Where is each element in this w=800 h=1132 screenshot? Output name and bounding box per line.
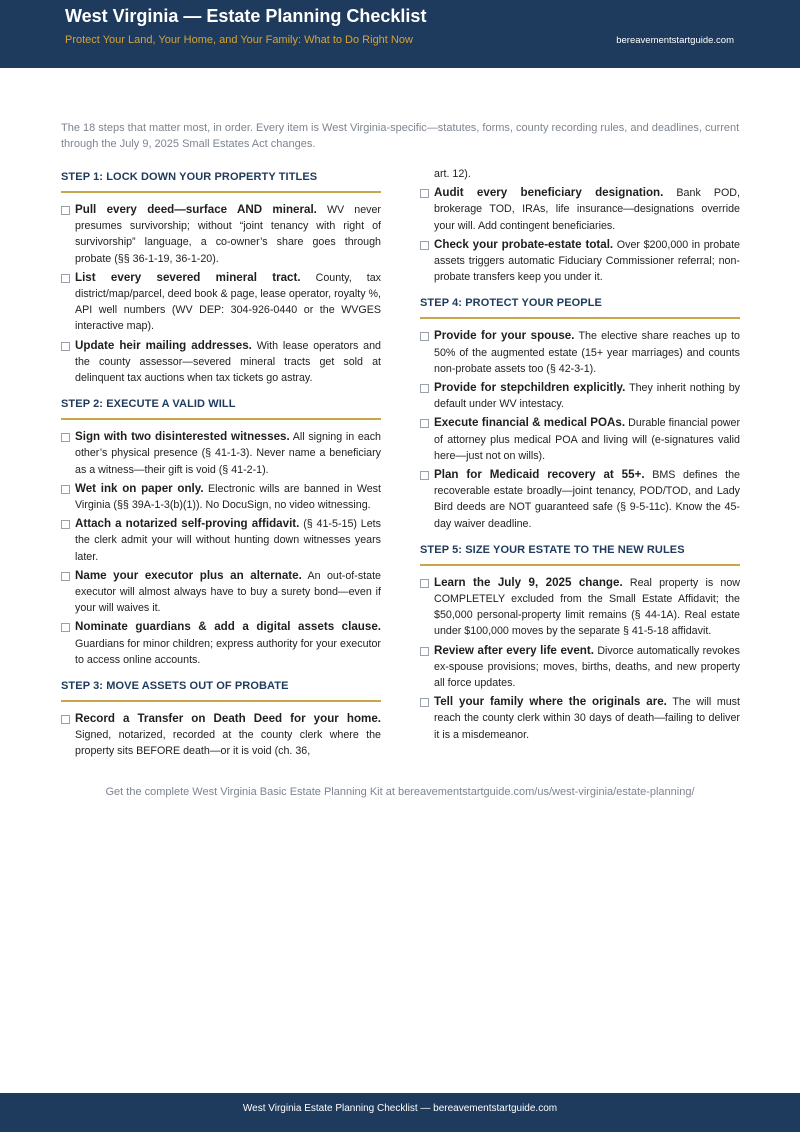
- item-lead: Learn the July 9, 2025 change.: [434, 575, 623, 589]
- header-banner: [0, 0, 800, 68]
- item-body: Real property is now COMPLETELY excluded from the Small Estate Affidavit; the $50,000 personal-property limit remains (§ 44-1A). Real estate under $100,000 moves by the separate § 41-5-18 affidavit.: [434, 576, 740, 638]
- item-lead: Provide for your spouse.: [434, 329, 575, 343]
- item-lead: Record a Transfer on Death Deed for your home.: [75, 712, 381, 726]
- page-title: West Virginia — Estate Planning Checklist: [65, 6, 427, 26]
- checkbox-icon[interactable]: [420, 579, 429, 588]
- checkbox-icon[interactable]: [61, 433, 70, 442]
- left-column: [61, 168, 381, 763]
- step-2-heading: STEP 2: EXECUTE A VALID WILL: [61, 398, 381, 420]
- item-lead: Provide for stepchildren explicitly.: [434, 381, 626, 395]
- item-lead: Wet ink on paper only.: [75, 481, 204, 495]
- item-body: WV never presumes survivorship; without “joint tenancy with right of survivorship” language, a co-owner’s share goes through probate (§§ 36-1-19, 36-1-20).: [75, 204, 381, 265]
- checkbox-icon[interactable]: [420, 241, 429, 250]
- step-4-heading: STEP 4: PROTECT YOUR PEOPLE: [420, 297, 740, 319]
- item-lead: Name your executor plus an alternate.: [75, 568, 302, 582]
- item-body: (§ 41-5-15) Lets the clerk admit your will without hunting down witnesses years later.: [75, 518, 381, 563]
- item-lead: Attach a notarized self-proving affidavit.: [75, 517, 300, 531]
- checkbox-icon[interactable]: [420, 471, 429, 480]
- checklist-item[interactable]: [420, 237, 740, 286]
- checklist-item[interactable]: [61, 711, 381, 760]
- checkbox-icon[interactable]: [61, 274, 70, 283]
- item-body: Electronic wills are banned in West Virginia (§§ 39A-1-3(b)(1)). No DocuSign, no video witnessing.: [75, 482, 381, 512]
- item-lead: Update heir mailing addresses.: [75, 338, 252, 352]
- item-lead: Audit every beneficiary designation.: [434, 186, 664, 200]
- item-body: BMS defines the recoverable estate broadly—joint tenancy, POD/TOD, and Lady Bird deeds are NOT guaranteed safe (§ 9-5-11c). Know the 45-day waiver deadline.: [434, 469, 740, 530]
- checklist-item[interactable]: [420, 694, 740, 743]
- item-body: Guardians for minor children; express authority for your executor to access online accounts.: [75, 637, 381, 666]
- checklist-item[interactable]: [420, 575, 740, 640]
- checklist-item[interactable]: [420, 643, 740, 692]
- checklist-item[interactable]: [61, 568, 381, 617]
- item-lead: Review after every life event.: [434, 643, 594, 657]
- intro-text: The 18 steps that matter most, in order. Every item is West Virginia-specific—statutes, forms, county recording rules, and deadlines, current through the July 9, 2025 Small Estates Act changes.: [61, 122, 740, 150]
- checkbox-icon[interactable]: [61, 342, 70, 351]
- item-body-continued: art. 12).: [434, 168, 471, 180]
- footer-banner: [0, 1093, 800, 1132]
- item-body: With lease operators and the county assessor—severed mineral tracts get sold at delinquent tax auctions when tax tickets go astray.: [75, 339, 381, 385]
- item-lead: Check your probate-estate total.: [434, 237, 614, 251]
- checklist-item[interactable]: [61, 516, 381, 565]
- checkbox-icon[interactable]: [420, 698, 429, 707]
- checkbox-icon[interactable]: [420, 419, 429, 428]
- item-body: Divorce automatically revokes ex-spouse provisions; moves, births, deaths, and new property all force updates.: [434, 644, 740, 690]
- kit-promo-link[interactable]: Get the complete West Virginia Basic Estate Planning Kit at bereavementstartguide.com/us/west-virginia/estate-planning/: [105, 786, 695, 798]
- checkbox-icon[interactable]: [61, 485, 70, 494]
- checklist-item[interactable]: [61, 338, 381, 387]
- checkbox-icon[interactable]: [61, 572, 70, 581]
- item-body: The elective share reaches up to 50% of the augmented estate (15+ year marriages) and counts non-probate assets too (§ 42-3-1).: [434, 330, 740, 375]
- checklist-item[interactable]: [420, 185, 740, 234]
- checkbox-icon[interactable]: [420, 332, 429, 341]
- item-lead: Tell your family where the originals are.: [434, 695, 667, 709]
- page-subtitle: Protect Your Land, Your Home, and Your Family: What to Do Right Now: [65, 34, 413, 46]
- checklist-item[interactable]: [420, 467, 740, 532]
- step-3-heading: STEP 3: MOVE ASSETS OUT OF PROBATE: [61, 680, 381, 702]
- checkbox-icon[interactable]: [61, 520, 70, 529]
- item-body: The will must reach the county clerk within 30 days of death—failing to deliver it is a misdemeanor.: [434, 696, 740, 741]
- item-lead: Plan for Medicaid recovery at 55+.: [434, 468, 645, 482]
- checkbox-icon[interactable]: [420, 189, 429, 198]
- item-lead: Sign with two disinterested witnesses.: [75, 430, 290, 444]
- checkbox-icon[interactable]: [420, 647, 429, 656]
- item-body: Over $200,000 in probate assets triggers automatic Fiduciary Commissioner referral; non-probate transfers keep you under it.: [434, 238, 740, 284]
- step-5-heading: STEP 5: SIZE YOUR ESTATE TO THE NEW RULES: [420, 544, 740, 566]
- item-lead: Execute financial & medical POAs.: [434, 416, 626, 430]
- checklist-item[interactable]: [420, 380, 740, 412]
- right-column: [420, 168, 740, 746]
- item-lead: Pull every deed—surface AND mineral.: [75, 203, 317, 216]
- item-lead: List every severed mineral tract.: [75, 270, 301, 284]
- item-body: County, tax district/map/parcel, deed book & page, lease operator, royalty %, API well numbers (WV DEP: 304-926-0440 or the WVGES interactive map).: [75, 271, 381, 333]
- item-body: An out-of-state executor will almost always have to buy a surety bond—even if your will waives it.: [75, 569, 381, 615]
- item-body: All signing in each other’s physical presence (§ 41-1-3). Never name a beneficiary as a witness—their gift is void (§ 41-2-1).: [75, 431, 381, 476]
- checklist-item[interactable]: [420, 328, 740, 377]
- checklist-item[interactable]: [61, 202, 381, 267]
- checklist-item[interactable]: [61, 619, 381, 668]
- checkbox-icon[interactable]: [61, 623, 70, 632]
- checkbox-icon[interactable]: [61, 206, 70, 215]
- footer-text: West Virginia Estate Planning Checklist — bereavementstartguide.com: [242, 1103, 558, 1114]
- checkbox-icon[interactable]: [61, 715, 70, 724]
- checklist-item[interactable]: [61, 429, 381, 478]
- checklist-item[interactable]: [420, 415, 740, 464]
- item-body: Durable financial power of attorney plus medical POA and living will (e-signatures valid here—just not on wills).: [434, 417, 740, 462]
- checklist-item[interactable]: [61, 270, 381, 335]
- checkbox-icon[interactable]: [420, 384, 429, 393]
- item-body: Signed, notarized, recorded at the county clerk where the property sits BEFORE death—or it is void (ch. 36,: [75, 729, 381, 758]
- step-1-heading: STEP 1: LOCK DOWN YOUR PROPERTY TITLES: [61, 171, 381, 193]
- checklist-item[interactable]: [61, 481, 381, 513]
- item-body: Bank POD, brokerage TOD, IRAs, life insurance—designations override your will. Add contingent beneficiaries.: [434, 187, 740, 232]
- site-link[interactable]: bereavementstartguide.com: [616, 35, 734, 46]
- item-body: They inherit nothing by default under WV intestacy.: [434, 382, 740, 411]
- item-lead: Nominate guardians & add a digital assets clause.: [75, 620, 381, 634]
